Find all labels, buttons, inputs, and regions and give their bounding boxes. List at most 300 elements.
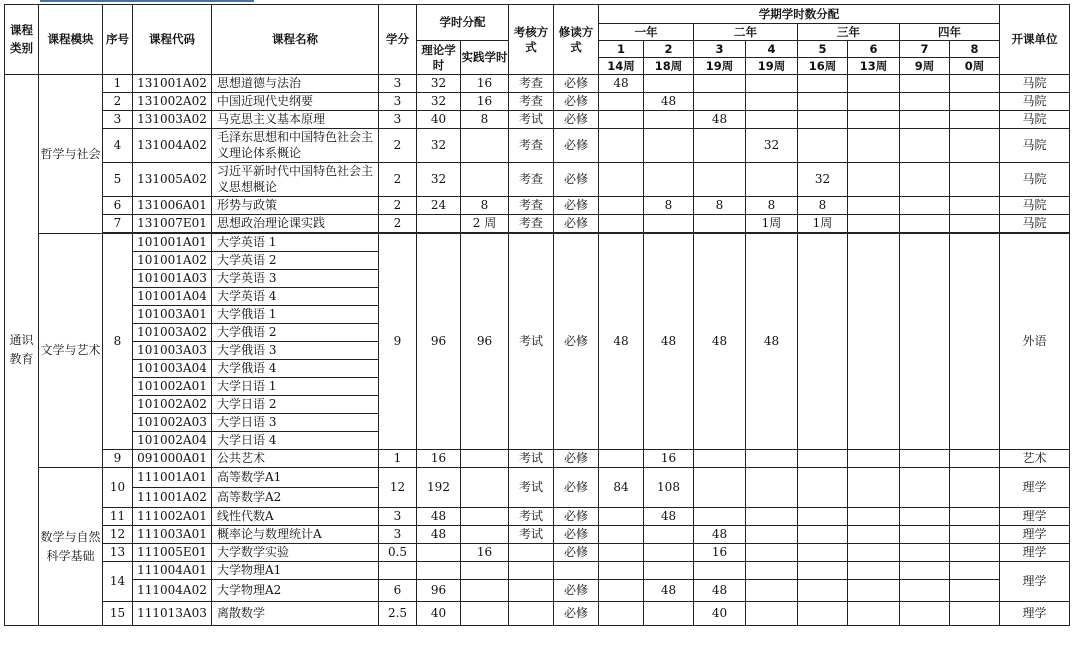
- row-sem-4: [746, 93, 798, 111]
- row-seq: 1: [103, 75, 133, 93]
- row-practice: 16: [461, 75, 509, 93]
- row-sem-8: [950, 111, 1000, 129]
- row-seq: 6: [103, 197, 133, 215]
- row-sem-4: [746, 468, 798, 508]
- row-theory: 32: [417, 129, 461, 163]
- row-assess: [509, 562, 554, 580]
- module-philosophy: 哲学与社会: [39, 75, 103, 234]
- row-practice: 8: [461, 197, 509, 215]
- row-study: 必修: [554, 111, 599, 129]
- row-credit: 0.5: [379, 544, 417, 562]
- row-sem-3: [694, 163, 746, 197]
- row-dept: 马院: [1000, 215, 1070, 233]
- row-sem-6: [848, 197, 900, 215]
- row-practice: 96: [461, 234, 509, 450]
- row-sem-8: [950, 580, 1000, 602]
- row-name: 形势与政策: [212, 197, 379, 215]
- row-sem-3: 48: [694, 526, 746, 544]
- row-sem-6: [848, 75, 900, 93]
- row-practice: [461, 129, 509, 163]
- header-module: 课程模块: [39, 5, 103, 75]
- row-code: 101003A02: [133, 324, 212, 342]
- header-weeks-8: 0周: [950, 58, 1000, 75]
- header-sem-4: 4: [746, 41, 798, 58]
- row-sem-6: [848, 508, 900, 526]
- row-sem-8: [950, 544, 1000, 562]
- row-seq: 15: [103, 602, 133, 626]
- header-weeks-7: 9周: [900, 58, 950, 75]
- row-study: 必修: [554, 508, 599, 526]
- header-weeks-3: 19周: [694, 58, 746, 75]
- row-sem-1: [599, 197, 644, 215]
- row-sem-4: [746, 450, 798, 468]
- row-sem-3: [694, 450, 746, 468]
- row-sem-6: [848, 602, 900, 626]
- row-assess: 考试: [509, 234, 554, 450]
- row-theory: 96: [417, 580, 461, 602]
- row-dept: 理学: [1000, 526, 1070, 544]
- row-study: 必修: [554, 163, 599, 197]
- row-practice: [461, 580, 509, 602]
- row-name: 离散数学: [212, 602, 379, 626]
- row-sem-1: [599, 93, 644, 111]
- row-sem-3: 48: [694, 111, 746, 129]
- header-sem-3: 3: [694, 41, 746, 58]
- row-credit: 3: [379, 526, 417, 544]
- header-assess: 考核方式: [509, 5, 554, 75]
- row-sem-5: [798, 602, 848, 626]
- row-dept: 理学: [1000, 508, 1070, 526]
- header-sem-6: 6: [848, 41, 900, 58]
- row-code: 131003A02: [133, 111, 212, 129]
- row-sem-6: [848, 526, 900, 544]
- row-sem-4: [746, 602, 798, 626]
- header-weeks-6: 13周: [848, 58, 900, 75]
- row-sem-2: [644, 562, 694, 580]
- header-name: 课程名称: [212, 5, 379, 75]
- header-dept: 开课单位: [1000, 5, 1070, 75]
- row-seq: 14: [103, 562, 133, 602]
- row-sem-4: 32: [746, 129, 798, 163]
- header-year-1: 一年: [599, 24, 694, 41]
- row-sem-2: [644, 602, 694, 626]
- module-math: 数学与自然科学基础: [39, 468, 103, 626]
- row-name: 大学日语 3: [212, 414, 379, 432]
- row-sem-5: [798, 526, 848, 544]
- row-theory: 48: [417, 526, 461, 544]
- row-name: 习近平新时代中国特色社会主义思想概论: [212, 163, 379, 197]
- row-sem-7: [900, 215, 950, 233]
- row-theory: [417, 544, 461, 562]
- row-theory: 96: [417, 234, 461, 450]
- row-code: 101001A01: [133, 234, 212, 252]
- row-sem-8: [950, 129, 1000, 163]
- row-name: 大学物理A1: [212, 562, 379, 580]
- row-assess: 考查: [509, 197, 554, 215]
- row-sem-1: [599, 129, 644, 163]
- row-name: 大学物理A2: [212, 580, 379, 602]
- row-theory: 24: [417, 197, 461, 215]
- row-sem-6: [848, 580, 900, 602]
- row-sem-2: [644, 163, 694, 197]
- row-sem-6: [848, 544, 900, 562]
- row-study: 必修: [554, 544, 599, 562]
- header-year-2: 二年: [694, 24, 798, 41]
- header-code: 课程代码: [133, 5, 212, 75]
- row-credit: 2.5: [379, 602, 417, 626]
- row-assess: 考查: [509, 163, 554, 197]
- row-sem-4: [746, 526, 798, 544]
- row-sem-2: 16: [644, 450, 694, 468]
- row-name: 大学英语 2: [212, 252, 379, 270]
- row-code: 101002A02: [133, 396, 212, 414]
- row-name: 大学英语 4: [212, 288, 379, 306]
- row-assess: 考试: [509, 111, 554, 129]
- row-sem-2: 48: [644, 580, 694, 602]
- row-sem-1: [599, 544, 644, 562]
- row-code: 111013A03: [133, 602, 212, 626]
- row-dept: 马院: [1000, 111, 1070, 129]
- row-assess: 考试: [509, 468, 554, 508]
- row-sem-2: 48: [644, 234, 694, 450]
- row-assess: 考查: [509, 129, 554, 163]
- row-code: 131004A02: [133, 129, 212, 163]
- row-sem-1: [599, 508, 644, 526]
- row-study: 必修: [554, 580, 599, 602]
- row-sem-8: [950, 508, 1000, 526]
- row-name: 大学日语 2: [212, 396, 379, 414]
- row-sem-1: 84: [599, 468, 644, 508]
- row-sem-1: [599, 450, 644, 468]
- row-code: 111004A02: [133, 580, 212, 602]
- row-sem-7: [900, 580, 950, 602]
- row-sem-1: [599, 562, 644, 580]
- row-name: 公共艺术: [212, 450, 379, 468]
- row-sem-1: [599, 111, 644, 129]
- header-weeks-4: 19周: [746, 58, 798, 75]
- row-sem-8: [950, 234, 1000, 450]
- row-sem-8: [950, 163, 1000, 197]
- row-name: 中国近现代史纲要: [212, 93, 379, 111]
- header-practice: 实践学时: [461, 41, 509, 75]
- row-name: 线性代数A: [212, 508, 379, 526]
- row-practice: 2 周: [461, 215, 509, 233]
- row-sem-4: 48: [746, 234, 798, 450]
- row-sem-8: [950, 526, 1000, 544]
- row-name: 高等数学A1: [212, 468, 379, 488]
- row-sem-4: [746, 544, 798, 562]
- row-credit: 2: [379, 215, 417, 233]
- row-sem-6: [848, 215, 900, 233]
- row-credit: 6: [379, 580, 417, 602]
- row-sem-2: 108: [644, 468, 694, 508]
- row-sem-5: 8: [798, 197, 848, 215]
- row-sem-1: [599, 580, 644, 602]
- header-credit: 学分: [379, 5, 417, 75]
- row-assess: [509, 580, 554, 602]
- row-seq: 11: [103, 508, 133, 526]
- row-theory: [417, 562, 461, 580]
- row-sem-2: [644, 111, 694, 129]
- row-name: 大学英语 1: [212, 234, 379, 252]
- row-dept: 艺术: [1000, 450, 1070, 468]
- row-name: 大学俄语 1: [212, 306, 379, 324]
- row-sem-6: [848, 163, 900, 197]
- row-code: 101002A04: [133, 432, 212, 450]
- row-credit: 3: [379, 111, 417, 129]
- header-hours-dist: 学时分配: [417, 5, 509, 41]
- row-assess: [509, 602, 554, 626]
- row-sem-3: 8: [694, 197, 746, 215]
- row-code: 111004A01: [133, 562, 212, 580]
- row-study: 必修: [554, 526, 599, 544]
- row-sem-5: [798, 544, 848, 562]
- row-study: 必修: [554, 197, 599, 215]
- header-category: 课程类别: [5, 5, 39, 75]
- row-code: 131002A02: [133, 93, 212, 111]
- row-credit: 3: [379, 93, 417, 111]
- row-theory: [417, 215, 461, 233]
- row-study: 必修: [554, 234, 599, 450]
- row-assess: 考试: [509, 526, 554, 544]
- row-sem-5: [798, 562, 848, 580]
- row-name: 大学俄语 3: [212, 342, 379, 360]
- row-name: 大学数学实验: [212, 544, 379, 562]
- row-sem-8: [950, 468, 1000, 508]
- row-sem-7: [900, 129, 950, 163]
- header-sem-8: 8: [950, 41, 1000, 58]
- row-dept: 理学: [1000, 602, 1070, 626]
- row-theory: 32: [417, 75, 461, 93]
- row-practice: [461, 526, 509, 544]
- row-assess: 考查: [509, 215, 554, 233]
- row-theory: 16: [417, 450, 461, 468]
- header-sem-1: 1: [599, 41, 644, 58]
- row-sem-1: 48: [599, 75, 644, 93]
- row-code: 111001A01: [133, 468, 212, 488]
- row-sem-5: [798, 580, 848, 602]
- row-code: 111005E01: [133, 544, 212, 562]
- row-name: 思想政治理论课实践: [212, 215, 379, 233]
- row-sem-7: [900, 544, 950, 562]
- header-seq: 序号: [103, 5, 133, 75]
- row-sem-8: [950, 215, 1000, 233]
- row-sem-6: [848, 450, 900, 468]
- row-sem-3: 48: [694, 580, 746, 602]
- row-practice: 8: [461, 111, 509, 129]
- row-sem-3: 48: [694, 234, 746, 450]
- header-year-3: 三年: [798, 24, 900, 41]
- row-theory: 192: [417, 468, 461, 508]
- row-code: 131006A01: [133, 197, 212, 215]
- row-sem-5: [798, 450, 848, 468]
- row-sem-4: 1周: [746, 215, 798, 233]
- row-dept: 马院: [1000, 93, 1070, 111]
- row-sem-2: [644, 544, 694, 562]
- row-dept: 马院: [1000, 75, 1070, 93]
- row-assess: 考查: [509, 75, 554, 93]
- row-study: 必修: [554, 75, 599, 93]
- row-sem-3: 16: [694, 544, 746, 562]
- row-code: 111002A01: [133, 508, 212, 526]
- header-sem-5: 5: [798, 41, 848, 58]
- row-sem-3: [694, 508, 746, 526]
- row-sem-8: [950, 450, 1000, 468]
- row-sem-7: [900, 93, 950, 111]
- row-credit: 2: [379, 129, 417, 163]
- row-seq: 7: [103, 215, 133, 233]
- row-dept: 外语: [1000, 234, 1070, 450]
- row-assess: 考试: [509, 508, 554, 526]
- row-sem-7: [900, 562, 950, 580]
- row-sem-6: [848, 468, 900, 508]
- row-dept: 理学: [1000, 544, 1070, 562]
- row-seq: 4: [103, 129, 133, 163]
- row-practice: [461, 450, 509, 468]
- row-seq: 2: [103, 93, 133, 111]
- row-sem-4: [746, 580, 798, 602]
- row-sem-7: [900, 450, 950, 468]
- row-sem-5: [798, 93, 848, 111]
- row-sem-8: [950, 562, 1000, 580]
- row-sem-2: [644, 215, 694, 233]
- row-seq: 10: [103, 468, 133, 508]
- row-sem-7: [900, 234, 950, 450]
- row-credit: 12: [379, 468, 417, 508]
- row-name: 毛泽东思想和中国特色社会主义理论体系概论: [212, 129, 379, 163]
- row-study: 必修: [554, 129, 599, 163]
- row-sem-3: [694, 129, 746, 163]
- curriculum-table: [4, 4, 1070, 626]
- row-practice: 16: [461, 93, 509, 111]
- row-sem-3: [694, 75, 746, 93]
- row-code: 101003A03: [133, 342, 212, 360]
- module-literature: 文学与艺术: [39, 234, 103, 468]
- row-name: 大学俄语 2: [212, 324, 379, 342]
- row-sem-3: [694, 468, 746, 508]
- row-sem-8: [950, 93, 1000, 111]
- row-sem-7: [900, 163, 950, 197]
- row-sem-1: 48: [599, 234, 644, 450]
- header-weeks-1: 14周: [599, 58, 644, 75]
- row-credit: 1: [379, 450, 417, 468]
- row-sem-1: [599, 602, 644, 626]
- row-practice: [461, 562, 509, 580]
- row-credit: 2: [379, 163, 417, 197]
- header-sem-2: 2: [644, 41, 694, 58]
- row-name: 大学英语 3: [212, 270, 379, 288]
- row-sem-3: [694, 562, 746, 580]
- row-sem-4: [746, 163, 798, 197]
- row-code: 101001A03: [133, 270, 212, 288]
- header-weeks-5: 16周: [798, 58, 848, 75]
- header-sem-dist: 学期学时数分配: [599, 5, 1000, 24]
- row-code: 101001A04: [133, 288, 212, 306]
- row-sem-7: [900, 468, 950, 508]
- row-seq: 12: [103, 526, 133, 544]
- row-sem-2: [644, 129, 694, 163]
- row-seq: 13: [103, 544, 133, 562]
- row-theory: 48: [417, 508, 461, 526]
- row-sem-4: [746, 508, 798, 526]
- row-sem-5: 32: [798, 163, 848, 197]
- row-code: 091000A01: [133, 450, 212, 468]
- row-assess: [509, 544, 554, 562]
- row-sem-5: 1周: [798, 215, 848, 233]
- row-study: 必修: [554, 468, 599, 508]
- row-name: 马克思主义基本原理: [212, 111, 379, 129]
- row-theory: 40: [417, 111, 461, 129]
- row-study: 必修: [554, 602, 599, 626]
- row-sem-8: [950, 602, 1000, 626]
- row-sem-2: 8: [644, 197, 694, 215]
- row-code: 101001A02: [133, 252, 212, 270]
- row-code: 131001A02: [133, 75, 212, 93]
- row-credit: [379, 562, 417, 580]
- row-sem-7: [900, 602, 950, 626]
- row-seq: 3: [103, 111, 133, 129]
- row-sem-7: [900, 197, 950, 215]
- row-code: 131007E01: [133, 215, 212, 233]
- row-name: 概率论与数理统计A: [212, 526, 379, 544]
- row-sem-3: [694, 93, 746, 111]
- row-code: 111001A02: [133, 488, 212, 508]
- row-sem-2: [644, 526, 694, 544]
- row-sem-7: [900, 75, 950, 93]
- header-year-4: 四年: [900, 24, 1000, 41]
- row-credit: 2: [379, 197, 417, 215]
- row-name: 大学日语 1: [212, 378, 379, 396]
- row-practice: [461, 602, 509, 626]
- row-sem-4: [746, 562, 798, 580]
- row-assess: 考试: [509, 450, 554, 468]
- row-code: 111003A01: [133, 526, 212, 544]
- row-study: 必修: [554, 450, 599, 468]
- row-sem-7: [900, 111, 950, 129]
- row-name: 思想道德与法治: [212, 75, 379, 93]
- row-practice: [461, 468, 509, 508]
- row-sem-5: [798, 508, 848, 526]
- row-sem-4: 8: [746, 197, 798, 215]
- row-sem-7: [900, 526, 950, 544]
- row-code: 131005A02: [133, 163, 212, 197]
- row-sem-5: [798, 234, 848, 450]
- row-code: 101003A04: [133, 360, 212, 378]
- row-sem-6: [848, 129, 900, 163]
- row-sem-8: [950, 75, 1000, 93]
- row-sem-4: [746, 111, 798, 129]
- row-sem-6: [848, 562, 900, 580]
- row-sem-3: [694, 215, 746, 233]
- row-name: 高等数学A2: [212, 488, 379, 508]
- row-sem-1: [599, 526, 644, 544]
- row-sem-4: [746, 75, 798, 93]
- row-sem-6: [848, 93, 900, 111]
- row-study: 必修: [554, 93, 599, 111]
- row-sem-2: 48: [644, 93, 694, 111]
- row-sem-2: 48: [644, 508, 694, 526]
- header-study: 修读方式: [554, 5, 599, 75]
- header-theory: 理论学时: [417, 41, 461, 75]
- row-sem-6: [848, 111, 900, 129]
- row-credit: 3: [379, 75, 417, 93]
- category-cell: 通识教育: [5, 75, 39, 626]
- row-practice: [461, 163, 509, 197]
- row-seq: 9: [103, 450, 133, 468]
- row-study: 必修: [554, 215, 599, 233]
- row-practice: 16: [461, 544, 509, 562]
- row-sem-2: [644, 75, 694, 93]
